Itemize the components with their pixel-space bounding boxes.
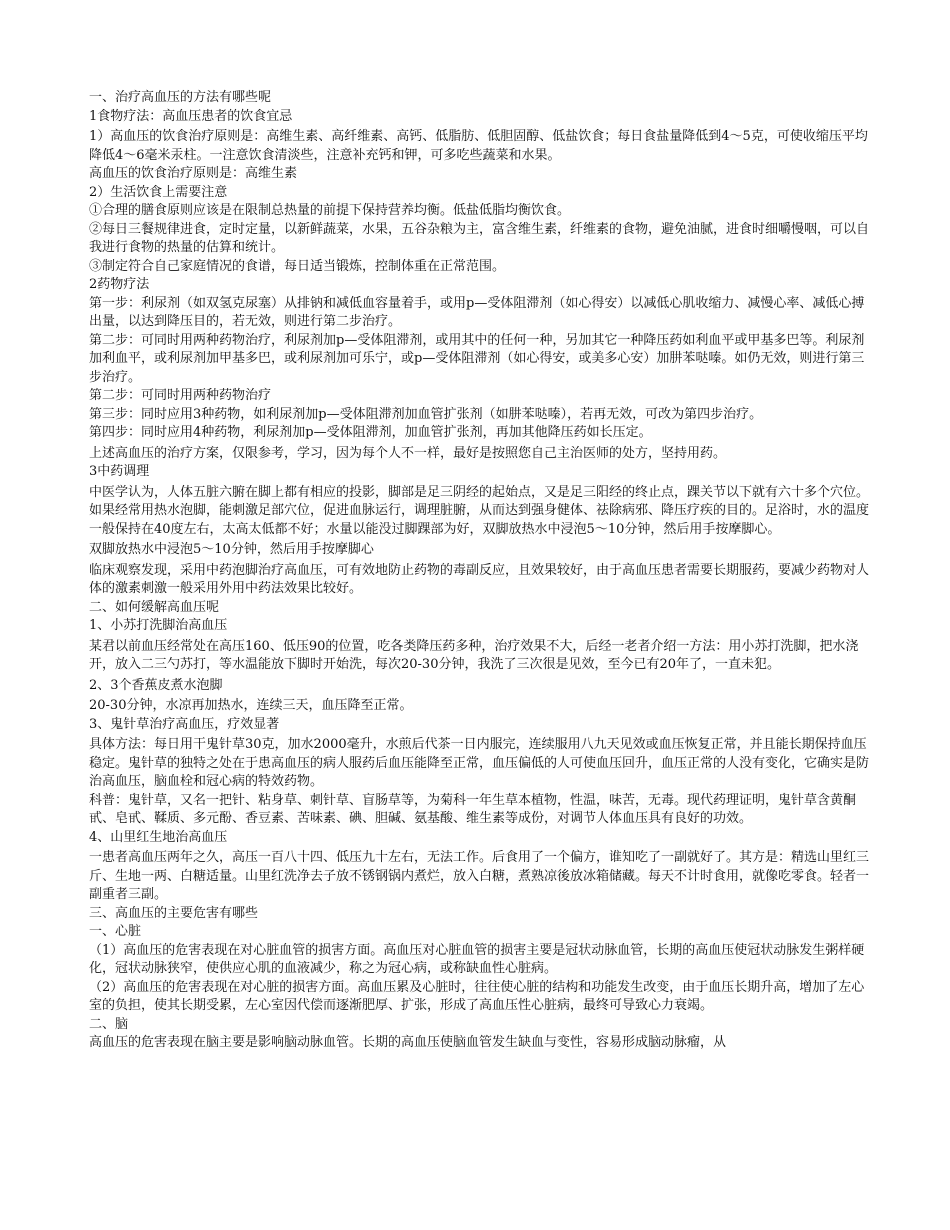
paragraph: （1）高血压的危害表现在对心脏血管的损害方面。高血压对心脏血管的损害主要是冠状动脉血管，长期的高血压使冠状动脉发生粥样硬化，冠状动脉狭窄，使供应心肌的血液减少，称之为冠心病，或称缺血性心脏病。 — [89, 942, 865, 976]
list-item: ①合理的膳食原则应该是在限制总热量的前提下保持营养均衡。低盐低脂均衡饮食。 — [89, 203, 571, 218]
paragraph: 临床观察发现，采用中药泡脚治疗高血压，可有效地防止药物的毒副反应，且效果较好，由于高血压患者需要长期服药，要减少药物对人体的激素刺激一般采用外用中药法效果比较好。 — [89, 562, 870, 596]
paragraph: 第一步：利尿剂（如双氢克尿塞）从排钠和减低血容量着手，或用p—受体阻滞剂（如心得安）以减低心肌收缩力、减慢心率、减低心搏出量，以达到降压目的，若无效，则进行第二步治疗。 — [89, 295, 865, 329]
paragraph: 20-30分钟，水凉再加热水，连续三天，血压降至正常。 — [89, 698, 413, 713]
list-item: ③制定符合自己家庭情况的食谱，每日适当锻炼，控制体重在正常范围。 — [89, 258, 506, 274]
paragraph: 双脚放热水中浸泡5～10分钟，然后用手按摩脚心 — [89, 542, 374, 557]
subsection-heading: 二、脑 — [89, 1016, 129, 1032]
paragraph: 中医学认为，人体五脏六腑在脚上都有相应的投影，脚部是足三阴经的起始点，又是足三阳经的终止点，踝关节以下就有六十多个穴位。如果经常用热水泡脚，能刺激足部穴位，促进血脉运行，调理脏腑，从而达到强身健体、祛除病邪、降压疗疾的目的。足浴时，水的温度一般保持在40度左右，太高太低都不好；水量以能没过脚踝部为好，双脚放热水中浸泡5～10分钟，然后用手按摩脚心。 — [89, 484, 870, 537]
paragraph: 某君以前血压经常处在高压160、低压90的位置，吃各类降压药多种，治疗效果不大，后经一老者介绍一方法：用小苏打洗脚，把水浇开，放入二三勺苏打，等水温能放下脚时开始洗，每次20-30分钟，我洗了三次很是见效，至今已有20年了，一直未犯。 — [89, 638, 859, 672]
paragraph: 1）高血压的饮食治疗原则是：高维生素、高纤维素、高钙、低脂肪、低胆固醇、低盐饮食；每日食盐量降低到4～5克，可使收缩压平均降低4～6毫米汞柱。一注意饮食清淡些，注意补充钙和钾，可多吃些蔬菜和水果。 — [89, 129, 868, 163]
paragraph: 高血压的饮食治疗原则是：高维生素 — [89, 166, 298, 181]
paragraph: 第三步：同时应用3种药物，如利尿剂加p—受体阻滞剂加血管扩张剂（如肼苯哒嗪），若再无效，可改为第四步治疗。 — [89, 406, 763, 422]
paragraph: 第四步：同时应用4种药物，利尿剂加p—受体阻滞剂，加血管扩张剂，再加其他降压药如长压定。 — [89, 425, 652, 440]
document-body — [89, 89, 869, 1053]
subsection-heading: 1食物疗法：高血压患者的饮食宜忌 — [89, 108, 293, 124]
subsection-heading: 3、鬼针草治疗高血压，疗效显著 — [89, 716, 280, 732]
paragraph: 具体方法：每日用干鬼针草30克，加水2000毫升，水煎后代茶一日内服完，连续服用八九天见效或血压恢复正常，并且能长期保持血压稳定。鬼针草的独特之处在于患高血压的病人服药后血压能降至正常，血压偏低的人可使血压回升，血压正常的人没有变化，它确实是防治高血压，脑血栓和冠心病的特效药物。 — [89, 737, 870, 789]
section-heading: 一、治疗高血压的方法有哪些呢 — [89, 90, 272, 105]
subsection-heading: 2、3个香蕉皮煮水泡脚 — [89, 677, 223, 693]
paragraph: 高血压的危害表现在脑主要是影响脑动脉血管。长期的高血压使脑血管发生缺血与变性，容易形成脑动脉瘤，从 — [89, 1035, 727, 1050]
subsection-heading: 一、心脏 — [89, 924, 142, 939]
subsection-heading: 2药物疗法 — [89, 277, 150, 292]
paragraph: （2）高血压的危害表现在对心脏的损害方面。高血压累及心脏时，往往使心脏的结构和功能发生改变，由于血压长期升高，增加了左心室的负担，使其长期受累，左心室因代偿而逐渐肥厚、扩张，形成了高血压性心脏病，最终可导致心力衰竭。 — [89, 979, 865, 1013]
subsection-heading: 2）生活饮食上需要注意 — [89, 184, 228, 200]
paragraph: 第二步：可同时用两种药物治疗 — [89, 388, 272, 403]
list-item: ②每日三餐规律进食，定时定量，以新鲜蔬菜，水果，五谷杂粮为主，富含维生素，纤维素的食物，避免油腻，进食时细嚼慢咽，可以自我进行食物的热量的估算和统计。 — [89, 221, 870, 255]
paragraph: 一患者高血压两年之久，高压一百八十四、低压九十左右，无法工作。后食用了一个偏方，谁知吃了一副就好了。其方是：精选山里红三斤、生地一两、白糖适量。山里红洗净去子放不锈钢锅内煮烂，放入白糖，煮熟凉後放冰箱储藏。每天不计时食用，就像吃零食。轻者一副重者三副。 — [89, 850, 870, 902]
section-heading: 二、如何缓解高血压呢 — [89, 599, 220, 615]
paragraph: 科普：鬼针草，又名一把针、粘身草、刺针草、盲肠草等，为菊科一年生草本植物，性温，味苦，无毒。现代药理证明，鬼针草含黄酮甙、皂甙、鞣质、多元酚、香豆素、苦味素、碘、胆碱、氨基酸、维生素等成份，对调节人体血压具有良好的功效。 — [89, 792, 857, 826]
subsection-heading: 1、小苏打洗脚治高血压 — [89, 618, 228, 633]
section-heading: 三、高血压的主要危害有哪些 — [89, 905, 259, 921]
subsection-heading: 3中药调理 — [89, 464, 150, 479]
subsection-heading: 4、山里红生地治高血压 — [89, 829, 228, 845]
paragraph: 上述高血压的治疗方案，仅限参考，学习，因为每个人不一样，最好是按照您自己主治医师的处方，坚持用药。 — [89, 445, 727, 461]
paragraph: 第二步：可同时用两种药物治疗，利尿剂加p—受体阻滞剂，或用其中的任何一种，另加其它一种降压药如利血平或甲基多巴等。利尿剂加利血平，或利尿剂加甲基多巴，或利尿剂加可乐宁，或p—受体阻滞剂（如心得安，或美多心安）加肼苯哒嗪。如仍无效，则进行第三步治疗。 — [89, 332, 865, 385]
